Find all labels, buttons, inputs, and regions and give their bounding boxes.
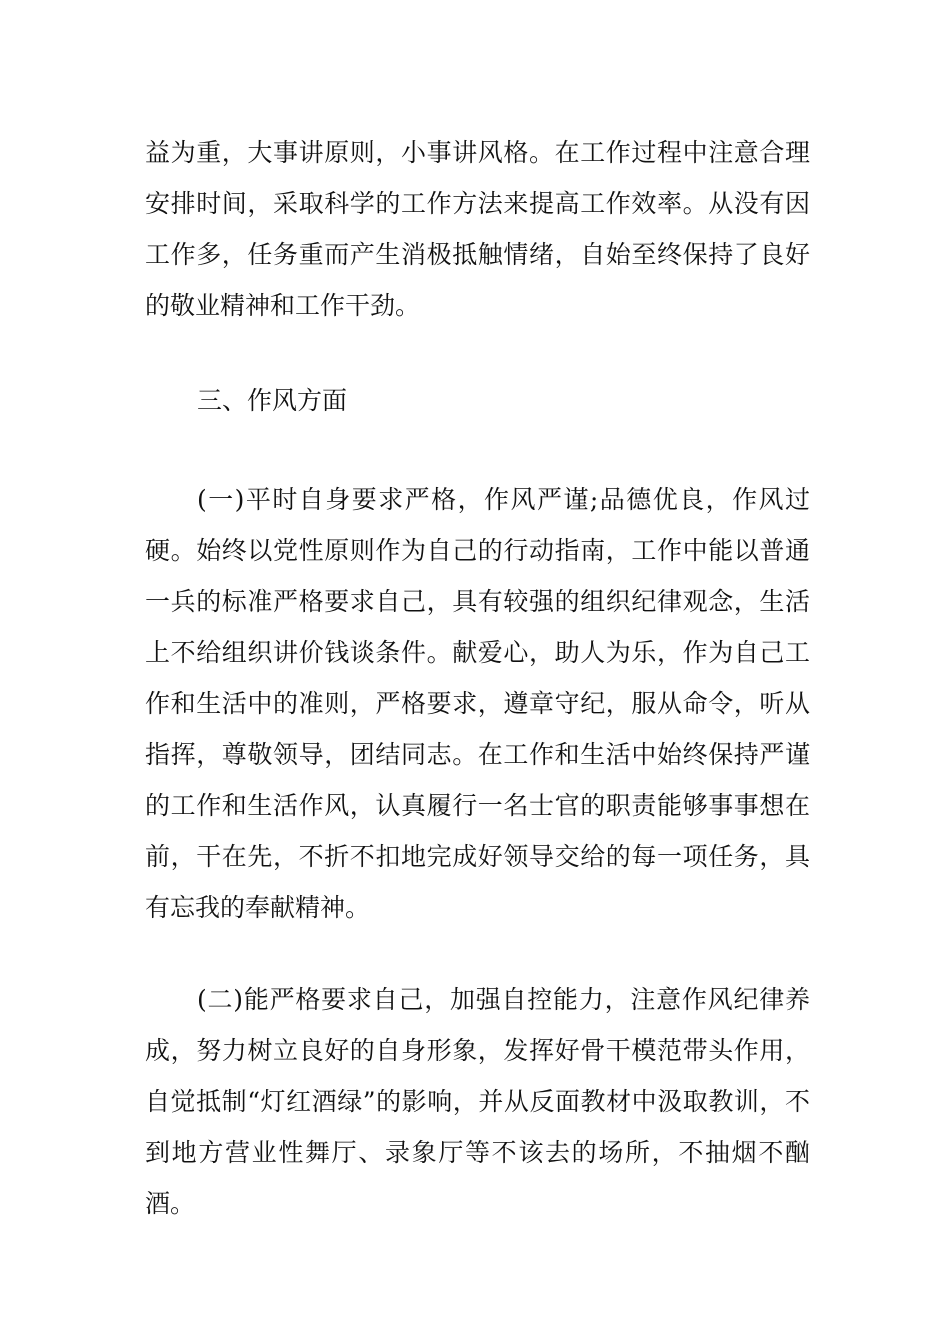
section-heading: 三、作风方面: [197, 386, 348, 415]
paragraph-1: (一)平时自身要求严格，作风严谨;品德优良，作风过硬。始终以党性原则作为自己的行动指南，工作中能以普通一兵的标准严格要求自己，具有较强的组织纪律观念，生活上不给组织讲价钱谈条件。献爱心，助人为乐，作为自己工作和生活中的准则，严格要求，遵章守纪，服从命令，听从指挥，尊敬领导，团结同志。在工作和生活中始终保持严谨的工作和生活作风，认真履行一名士官的职责能够事事想在前，干在先，不折不扣地完成好领导交给的每一项任务，具有忘我的奉献精神。: [145, 485, 810, 922]
paragraph-2: (二)能严格要求自己，加强自控能力，注意作风纪律养成，努力树立良好的自身形象，发挥好骨干模范带头作用，自觉抵制“灯红酒绿”的影响，并从反面教材中汲取教训，不到地方营业性舞厅、录象厅等不该去的场所，不抽烟不酗酒。: [145, 985, 810, 1218]
paragraph-continued: 益为重，大事讲原则，小事讲风格。在工作过程中注意合理安排时间，采取科学的工作方法来提高工作效率。从没有因工作多，任务重而产生消极抵触情绪，自始至终保持了良好的敬业精神和工作干劲。: [145, 138, 810, 320]
